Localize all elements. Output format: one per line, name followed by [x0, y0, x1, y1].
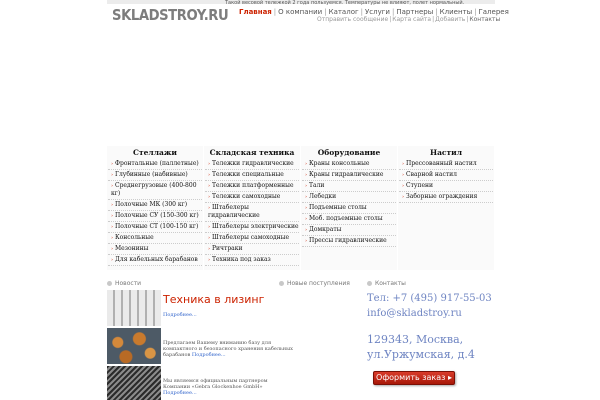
column-warehouse-equipment	[204, 146, 301, 270]
arrow-icon: ›	[305, 238, 307, 244]
list-item[interactable]: › Штабелеры самоходные	[205, 233, 299, 244]
arrow-icon: ›	[305, 216, 307, 222]
arrow-icon: ›	[305, 183, 307, 189]
subnav-add[interactable]: Добавить	[435, 16, 466, 23]
list-item[interactable]: › Прессы гидравлические	[302, 236, 396, 247]
subnav-send-message[interactable]: Отправить сообщение	[317, 16, 389, 23]
list-item[interactable]: › Краны гидравлические	[302, 170, 396, 181]
contact-address-line-1: 129343, Москва,	[367, 333, 464, 346]
arrow-icon: ›	[402, 172, 404, 178]
column-title[interactable]: Складская техника	[209, 148, 295, 157]
bullet-icon	[279, 281, 284, 286]
column-title[interactable]: Стеллажи	[133, 148, 177, 157]
list-item[interactable]: › Полочные СТ (100-150 кг)	[108, 222, 202, 233]
arrow-icon: ›	[111, 235, 113, 241]
arrow-icon: ›	[402, 183, 404, 189]
news-thumbnail[interactable]	[107, 328, 161, 364]
arrow-icon: ›	[208, 183, 210, 189]
read-more-link[interactable]: Подробнее...	[191, 352, 226, 358]
nav-catalog[interactable]: Каталог	[328, 8, 359, 16]
catalog-columns	[107, 146, 495, 270]
subnav-sitemap[interactable]: Карта сайта	[392, 16, 432, 23]
arrow-icon: ›	[208, 257, 210, 263]
list-item[interactable]: › Ричтраки	[205, 244, 299, 255]
arrow-icon: ›	[208, 194, 210, 200]
list-item[interactable]: › Штабелеры электрические	[205, 222, 299, 233]
header-tagline: Такой весовой тележкой 2 года пользуемся. Температуры не влияют, полет нормальный.	[225, 0, 465, 6]
arrow-icon: ›	[111, 246, 113, 252]
news-thumbnail[interactable]	[107, 366, 161, 400]
list-item[interactable]: › Техника под заказ	[205, 255, 299, 266]
arrow-icon: ›	[208, 235, 210, 241]
arrow-icon: ›	[111, 224, 113, 230]
nav-gallery[interactable]: Галерея	[478, 8, 509, 16]
list-item[interactable]: › Сварной настил	[399, 170, 493, 181]
list-item[interactable]: › Полочные МК (300 кг)	[108, 200, 202, 211]
main-nav: Главная | О компании | Каталог | Услуги | Партнеры | Клиенты | Галерея	[239, 8, 509, 16]
list-item[interactable]: › Ступени	[399, 181, 493, 192]
arrow-icon: ›	[208, 205, 210, 211]
arrow-icon: ›	[111, 213, 113, 219]
news-text	[163, 312, 293, 318]
news-text: Мы являемся официальным партнером Компании «Gebra Glockenhoe GmbH» Подробнее...	[163, 378, 268, 396]
nav-home[interactable]: Главная	[239, 8, 272, 16]
bullet-icon	[107, 281, 112, 286]
section-contacts[interactable]: Контакты	[367, 280, 406, 287]
list-item[interactable]: › Заборные ограждения	[399, 192, 493, 203]
list-item[interactable]: › Консольные	[108, 233, 202, 244]
list-item[interactable]: › Подъемные столы	[302, 203, 396, 214]
bullet-icon	[367, 281, 372, 286]
column-list	[302, 159, 396, 247]
list-item[interactable]: › Глубинные (набивные)	[108, 170, 202, 181]
arrow-icon: ›	[111, 202, 113, 208]
arrow-icon: ›	[208, 246, 210, 252]
contact-email[interactable]: info@skladstroy.ru	[367, 308, 462, 319]
list-item[interactable]: › Моб. подъемные столы	[302, 214, 396, 225]
site-logo[interactable]: SKLADSTROY.RU	[112, 6, 229, 24]
nav-about[interactable]: О компании	[278, 8, 323, 16]
section-news[interactable]: Новости	[107, 280, 141, 287]
arrow-icon: ›	[111, 183, 113, 189]
contact-address-line-2: ул.Уржумская, д.4	[367, 348, 475, 361]
place-order-button[interactable]: Оформить заказ ▸	[373, 371, 455, 385]
list-item[interactable]: › Краны консольные	[302, 159, 396, 170]
column-list	[399, 159, 493, 203]
arrow-icon: ›	[111, 172, 113, 178]
contact-phone: Тел: +7 (495) 917-55-03	[367, 293, 492, 304]
subnav-contacts[interactable]: Контакты	[469, 16, 501, 23]
arrow-icon: ›	[402, 161, 404, 167]
arrow-icon: ›	[402, 194, 404, 200]
arrow-icon: ›	[111, 257, 113, 263]
nav-partners[interactable]: Партнеры	[396, 8, 434, 16]
arrow-icon: ›	[305, 161, 307, 167]
list-item[interactable]: › Тележки специальные	[205, 170, 299, 181]
arrow-icon: ›	[305, 227, 307, 233]
list-item[interactable]: › Тали	[302, 181, 396, 192]
nav-clients[interactable]: Клиенты	[439, 8, 473, 16]
column-equipment	[301, 146, 398, 270]
arrow-icon: ›	[208, 172, 210, 178]
column-title[interactable]: Оборудование	[317, 148, 381, 157]
page-frame	[107, 0, 509, 400]
arrow-icon: ›	[208, 161, 210, 167]
sub-nav: Отправить сообщение|Карта сайта|Добавить|Контакты	[317, 16, 501, 23]
read-more-link[interactable]: Подробнее...	[163, 390, 197, 396]
list-item[interactable]: › Домкраты	[302, 225, 396, 236]
news-item	[107, 366, 347, 400]
news-thumbnail[interactable]	[107, 290, 161, 326]
news-item	[107, 328, 347, 364]
column-list	[108, 159, 202, 266]
list-item[interactable]: › Лебедки	[302, 192, 396, 203]
news-title[interactable]: Техника в лизинг	[163, 293, 265, 306]
list-item[interactable]: › Полочные СУ (150-300 кг)	[108, 211, 202, 222]
nav-services[interactable]: Услуги	[365, 8, 390, 16]
list-item[interactable]: › Тележки платформенные	[205, 181, 299, 192]
arrow-icon: ›	[208, 224, 210, 230]
arrow-icon: ›	[111, 161, 113, 167]
news-text: Предлагаем Вашему вниманию базу для компактного и безопасного хранения кабельных барабанов Подробнее...	[163, 340, 293, 358]
list-item[interactable]: › Тележки самоходные	[205, 192, 299, 203]
list-item[interactable]: › Мезонины	[108, 244, 202, 255]
read-more-link[interactable]: Подробнее...	[163, 312, 197, 318]
arrow-icon: ›	[305, 172, 307, 178]
column-racks	[107, 146, 204, 270]
column-title[interactable]: Настил	[429, 148, 462, 157]
list-item[interactable]: › Прессованный настил	[399, 159, 493, 170]
section-new-arrivals[interactable]: Новые поступления	[279, 280, 350, 287]
news-item	[107, 290, 347, 326]
column-list	[205, 159, 299, 266]
arrow-icon: ›	[305, 205, 307, 211]
list-item[interactable]: › Штабелеры гидравлические	[205, 203, 299, 222]
list-item[interactable]: › Фронтальные (паллетные)	[108, 159, 202, 170]
arrow-icon: ›	[305, 194, 307, 200]
column-flooring	[398, 146, 495, 270]
list-item[interactable]: › Для кабельных барабанов	[108, 255, 202, 266]
list-item[interactable]: › Среднегрузовые (400-800 кг)	[108, 181, 202, 200]
list-item[interactable]: › Тележки гидравлические	[205, 159, 299, 170]
